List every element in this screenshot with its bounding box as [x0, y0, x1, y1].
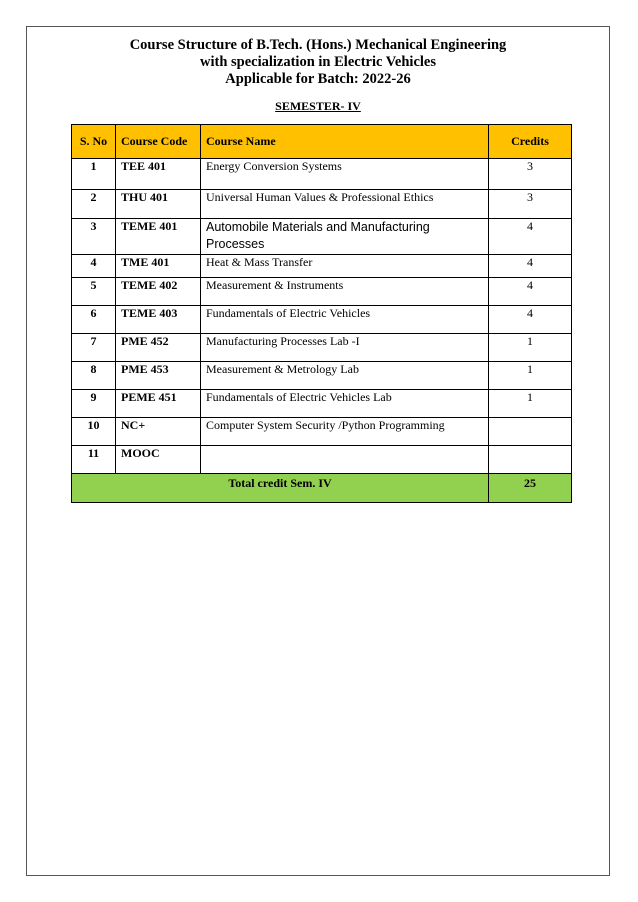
header-sno: S. No [72, 125, 116, 159]
row-credits: 1 [489, 334, 572, 362]
table-row [72, 334, 572, 362]
table-row [72, 446, 572, 474]
row-course-code: TME 401 [116, 255, 201, 278]
row-course-name: Fundamentals of Electric Vehicles Lab [201, 390, 489, 418]
row-credits: 4 [489, 255, 572, 278]
row-course-code: PME 452 [116, 334, 201, 362]
header-credits: Credits [489, 125, 572, 159]
row-course-code: TEE 401 [116, 159, 201, 190]
row-credits [489, 446, 572, 474]
title-line-1: Course Structure of B.Tech. (Hons.) Mechanical Engineering [129, 37, 507, 53]
row-course-code: TEME 402 [116, 278, 201, 306]
header-course-code: Course Code [116, 125, 201, 159]
row-course-name: Computer System Security /Python Programming [201, 418, 489, 446]
row-course-name: Heat & Mass Transfer [201, 255, 489, 278]
course-table [71, 124, 572, 503]
row-course-name: Manufacturing Processes Lab -I [201, 334, 489, 362]
row-course-code: PME 453 [116, 362, 201, 390]
semester-heading: SEMESTER- IV [275, 99, 361, 113]
row-sno: 7 [72, 334, 116, 362]
row-sno: 1 [72, 159, 116, 190]
row-credits: 4 [489, 278, 572, 306]
row-sno: 2 [72, 190, 116, 219]
row-sno: 3 [72, 219, 116, 255]
row-sno: 5 [72, 278, 116, 306]
row-credits: 3 [489, 190, 572, 219]
row-sno: 6 [72, 306, 116, 334]
row-course-code: THU 401 [116, 190, 201, 219]
table-row [72, 306, 572, 334]
header-course-name: Course Name [201, 125, 489, 159]
row-sno: 10 [72, 418, 116, 446]
row-course-name: Measurement & Metrology Lab [201, 362, 489, 390]
row-credits: 1 [489, 390, 572, 418]
row-sno: 4 [72, 255, 116, 278]
row-course-code: PEME 451 [116, 390, 201, 418]
row-course-code: NC+ [116, 418, 201, 446]
table-header-row [72, 125, 572, 159]
table-row [72, 278, 572, 306]
table-row [72, 362, 572, 390]
row-course-name: Energy Conversion Systems [201, 159, 489, 190]
row-course-name [201, 446, 489, 474]
table-row [72, 418, 572, 446]
row-credits: 3 [489, 159, 572, 190]
row-sno: 8 [72, 362, 116, 390]
total-row [72, 474, 572, 503]
title-line-2: with specialization in Electric Vehicles [199, 54, 436, 70]
table-row [72, 390, 572, 418]
table-row [72, 190, 572, 219]
title-line-3: Applicable for Batch: 2022-26 [225, 71, 411, 87]
row-course-name: Universal Human Values & Professional Ethics [201, 190, 489, 219]
row-credits [489, 418, 572, 446]
row-sno: 9 [72, 390, 116, 418]
row-course-name: Fundamentals of Electric Vehicles [201, 306, 489, 334]
row-credits: 4 [489, 306, 572, 334]
row-sno: 11 [72, 446, 116, 474]
table-row [72, 219, 572, 255]
row-course-code: TEME 403 [116, 306, 201, 334]
table-row [72, 255, 572, 278]
row-course-name: Measurement & Instruments [201, 278, 489, 306]
total-credit-label: Total credit Sem. IV [72, 474, 489, 503]
table-row [72, 159, 572, 190]
row-credits: 1 [489, 362, 572, 390]
row-course-name: Automobile Materials and Manufacturing Processes [201, 219, 489, 255]
row-course-code: TEME 401 [116, 219, 201, 255]
row-course-code: MOOC [116, 446, 201, 474]
row-credits: 4 [489, 219, 572, 255]
document-title [26, 37, 610, 88]
total-credit-value: 25 [489, 474, 572, 503]
